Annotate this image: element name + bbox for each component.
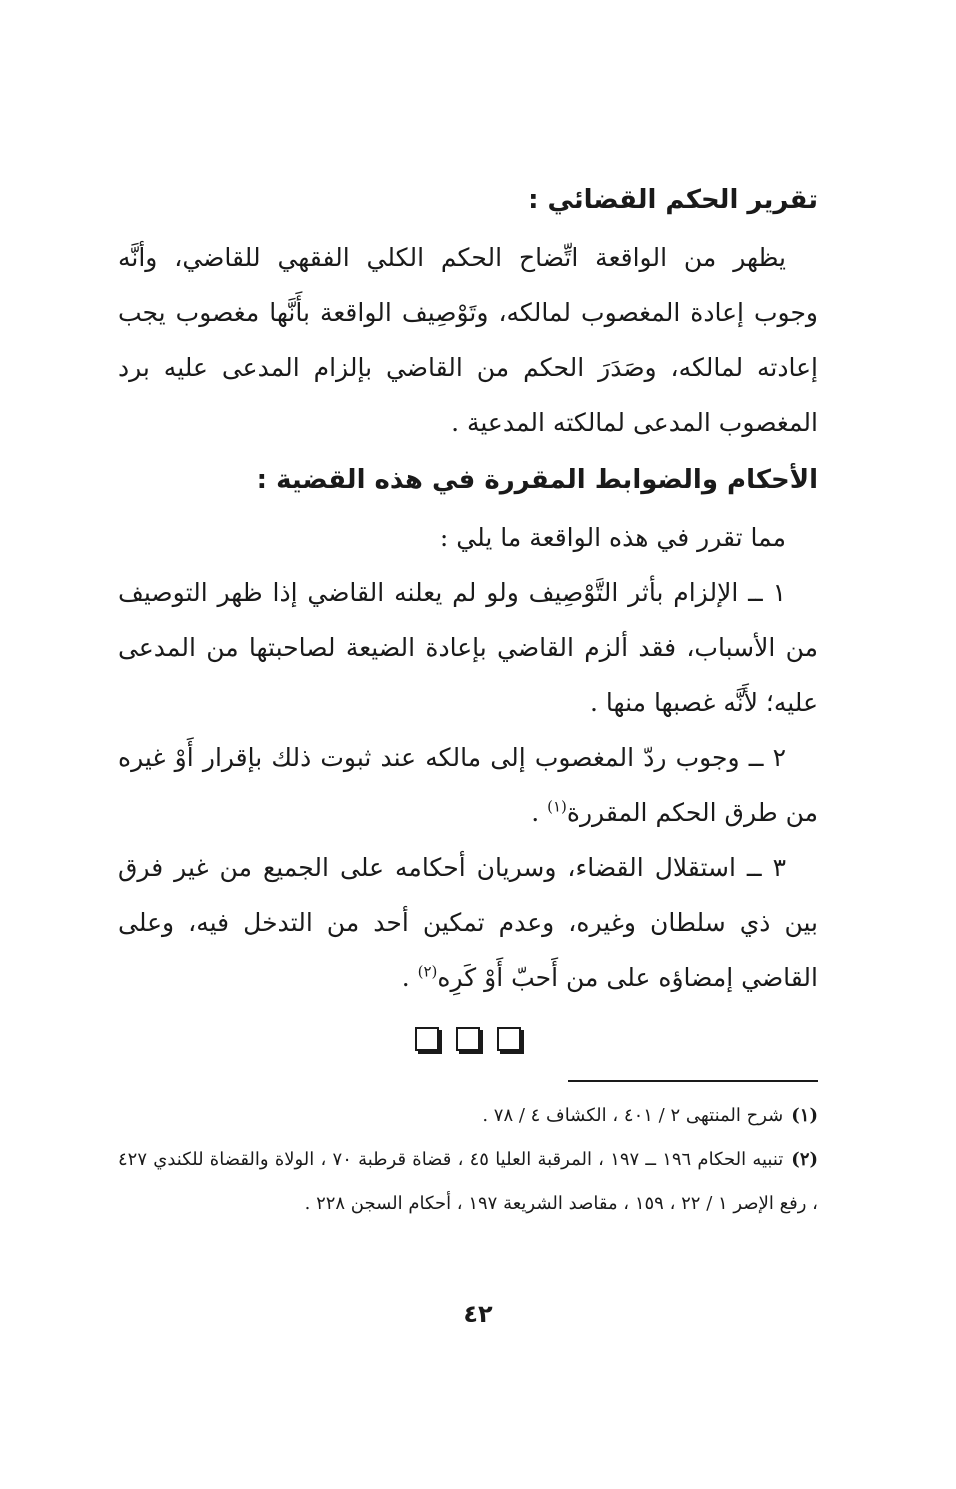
rule-item-text: ١ ــ الإلزام بأثر التَّوْصِيف ولو لم يعلنه القاضي إذا ظهر التوصيف من الأسباب، فقد ألزم القاضي بإعادة الضيعة لصاحبتها من المدعى عليه؛ لأَنَّه غصبها منها . bbox=[118, 578, 818, 717]
rule-item-text: ٣ ــ استقلال القضاء، وسريان أحكامه على الجميع من غير فرق بين ذي سلطان وغيره، وعدم تمكين أحد من التدخل فيه، وعلى القاضي إمضاؤه على من أَحبّ أَوْ كَرِه bbox=[118, 853, 818, 992]
page-body bbox=[118, 170, 818, 1067]
section-heading-ruling: تقرير الحكم القضائي : bbox=[528, 185, 818, 215]
section-heading-rules: الأحكام والضوابط المقررة في هذه القضية : bbox=[256, 465, 818, 495]
rule-item-text: ٢ ــ وجوب ردّ المغصوب إلى مالكه عند ثبوت ذلك بإقرار أَوْ غيره من طرق الحكم المقررة bbox=[118, 743, 818, 827]
rule-item-3 bbox=[118, 840, 818, 1005]
footnote-2 bbox=[118, 1138, 818, 1226]
rule-item-end: . bbox=[531, 798, 548, 827]
rules-intro: مما تقرر في هذه الواقعة ما يلي : bbox=[439, 523, 786, 552]
rule-item-end: . bbox=[401, 963, 418, 992]
footnotes bbox=[118, 1094, 818, 1226]
footnote-separator bbox=[568, 1080, 818, 1082]
square-ornament-icon bbox=[456, 1027, 480, 1051]
square-ornament-icon bbox=[415, 1027, 439, 1051]
footnote-number: (١) bbox=[791, 1105, 818, 1126]
footnote-ref[interactable]: (١) bbox=[547, 797, 567, 816]
ruling-paragraph: يظهر من الواقعة اتِّضاح الحكم الكلي الفقهي للقاضي، وأنَّه وجوب إعادة المغصوب لمالكه، وتَوْصِيف الواقعة بأَنَّها مغصوب يجب إعادته لمالكه، وصَدَرَ الحكم من القاضي بإلزام المدعى عليه برد المغصوب المدعى لمالكته المدعية . bbox=[118, 243, 818, 437]
footnote-1 bbox=[118, 1094, 818, 1138]
footnote-number: (٢) bbox=[791, 1149, 819, 1170]
footnote-text: تنبيه الحكام ١٩٦ ــ ١٩٧ ، المرقبة العليا ٤٥ ، قضاة قرطبة ٧٠ ، الولاة والقضاة للكندي ٤٢٧ ، رفع الإصر ١ / ٢٢ ، ١٥٩ ، مقاصد الشريعة ١٩٧ ، أحكام السجن ٢٢٨ . bbox=[118, 1149, 818, 1214]
section-divider-ornament bbox=[118, 1027, 818, 1067]
footnote-text: شرح المنتهى ٢ / ٤٠١ ، الكشاف ٤ / ٧٨ . bbox=[482, 1105, 784, 1126]
page-number: ٤٢ bbox=[463, 1300, 493, 1328]
square-ornament-icon bbox=[497, 1027, 521, 1051]
footnote-ref[interactable]: (٢) bbox=[417, 962, 438, 981]
rule-item-1 bbox=[118, 565, 818, 730]
rule-item-2 bbox=[118, 730, 818, 840]
